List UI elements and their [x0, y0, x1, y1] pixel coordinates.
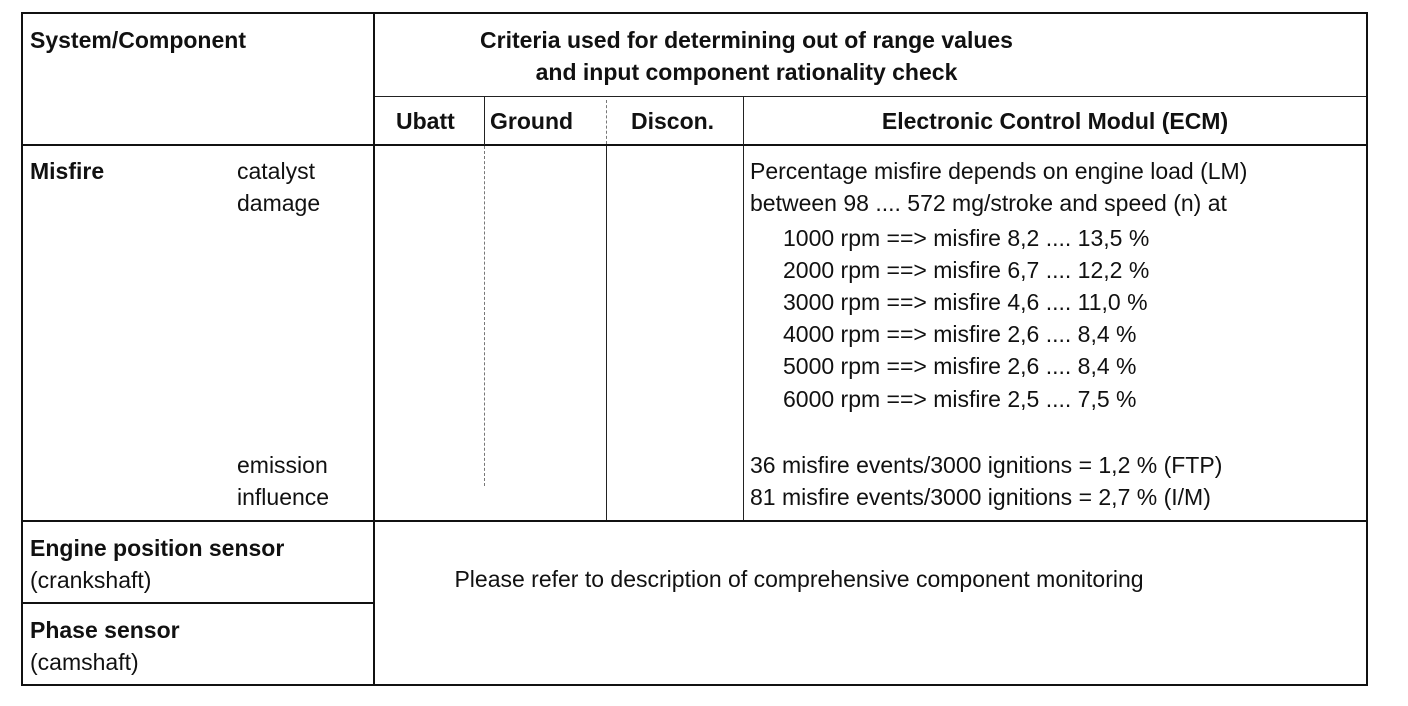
misfire-row-bottom — [21, 520, 1368, 522]
rpm-row: 6000 rpm ==> misfire 2,5 .... 7,5 % — [783, 386, 1137, 412]
ubatt-column-header: Ubatt — [396, 108, 455, 134]
header-bottom-divider — [21, 144, 1368, 146]
table-border-top — [21, 12, 1368, 14]
ecm-column-header: Electronic Control Modul (ECM) — [881, 108, 1229, 134]
emission-ftp-line: 36 misfire events/3000 ignitions = 1,2 % (FTP) — [750, 452, 1223, 478]
phase-sensor-label: Phase sensor — [30, 617, 180, 643]
criteria-header-line2: and input component rationality check — [535, 59, 958, 85]
ground-discon-divider-header — [606, 100, 607, 144]
engine-position-sensor-detail: (crankshaft) — [30, 567, 152, 593]
criteria-header-line1: Criteria used for determining out of range values — [480, 27, 1013, 53]
catalyst-damage-line1: catalyst — [237, 158, 315, 184]
table-border-left — [21, 12, 23, 686]
emission-influence-line1: emission — [237, 452, 328, 478]
misfire-label: Misfire — [30, 158, 105, 184]
criteria-subheader-divider — [375, 96, 1366, 97]
rpm-row: 5000 rpm ==> misfire 2,6 .... 8,4 % — [783, 353, 1137, 379]
rpm-row: 1000 rpm ==> misfire 8,2 .... 13,5 % — [783, 225, 1150, 251]
rpm-row: 4000 rpm ==> misfire 2,6 .... 8,4 % — [783, 321, 1137, 347]
rpm-row: 2000 rpm ==> misfire 6,7 .... 12,2 % — [783, 257, 1150, 283]
ecm-description-line2: between 98 .... 572 mg/stroke and speed (n) at — [750, 190, 1227, 216]
ground-discon-divider-body — [606, 146, 607, 520]
table-border-right — [1366, 12, 1368, 686]
discon-ecm-divider-body — [743, 146, 744, 520]
ecm-description-line1: Percentage misfire depends on engine load (LM) — [750, 158, 1248, 184]
ubatt-ground-divider-body — [484, 146, 485, 486]
emission-influence-line2: influence — [237, 484, 330, 510]
phase-sensor-detail: (camshaft) — [30, 649, 139, 675]
system-component-header: System/Component — [30, 27, 246, 53]
rpm-row: 3000 rpm ==> misfire 4,6 .... 11,0 % — [783, 289, 1148, 315]
emission-im-line: 81 misfire events/3000 ignitions = 2,7 % (I/M) — [750, 484, 1211, 510]
sensor-row-divider — [21, 602, 375, 604]
catalyst-damage-line2: damage — [237, 190, 321, 216]
table-border-bottom — [21, 684, 1368, 686]
engine-position-sensor-label: Engine position sensor — [30, 535, 285, 561]
refer-description-text: Please refer to description of comprehensive component monitoring — [454, 566, 1144, 592]
ubatt-ground-divider-header — [484, 97, 485, 145]
discon-column-header: Discon. — [631, 108, 715, 134]
ground-column-header: Ground — [490, 108, 574, 134]
